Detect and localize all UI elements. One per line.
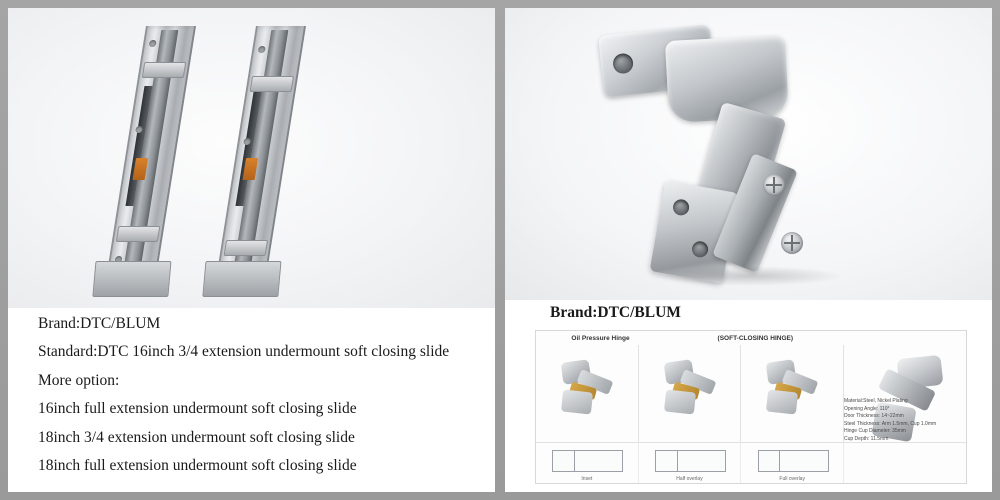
rail-clip <box>142 62 187 78</box>
rail-clip <box>224 240 269 256</box>
technical-drawing-row <box>536 442 966 483</box>
mini-hinge-icon <box>761 359 823 417</box>
spec-material: Material:Steel, Nickel Plating <box>844 398 908 404</box>
adjustment-screw <box>781 232 803 254</box>
tech-cell-full-overlay <box>741 443 844 483</box>
spec-steel-thickness: Steel Thickness: Arm 1.5mm, Cup 1.0mm <box>844 420 937 427</box>
tech-label-full-overlay: Full overlay <box>779 476 805 482</box>
base-screw-hole <box>691 240 710 259</box>
rail-mounting-foot <box>92 261 171 297</box>
diagram-title-row <box>536 335 966 342</box>
tech-cell-inset <box>536 443 639 483</box>
tech-label-half-overlay: Half overlay <box>676 476 703 482</box>
option-line-1: 16inch full extension undermount soft closing slide <box>38 400 357 418</box>
hinge-spec-diagram <box>535 330 967 484</box>
tech-label-inset: Inset <box>581 476 593 482</box>
tech-cell-blank <box>844 443 966 483</box>
mini-hinge-icon <box>556 359 618 417</box>
plate-screw-hole <box>612 53 634 75</box>
right-brand-line: Brand:DTC/BLUM <box>550 304 681 321</box>
right-product-panel <box>505 8 992 492</box>
more-option-label: More option: <box>38 371 120 389</box>
adjustment-screw <box>763 174 785 196</box>
rail-clip <box>116 226 161 242</box>
spec-cup-depth: Cup Depth: 11.5mm <box>844 435 889 442</box>
left-description-block <box>38 314 483 484</box>
hinge-spec-text <box>844 398 960 443</box>
rail-mounting-foot <box>202 261 281 297</box>
option-line-3: 18inch full extension undermount soft closing slide <box>38 456 357 474</box>
diagram-title-blank <box>846 335 966 342</box>
drawer-slide-pair-photo <box>8 8 495 308</box>
spec-opening-angle: Opening Angle: 110° <box>844 405 890 412</box>
rail-clip <box>250 76 295 92</box>
spec-door-thickness: Door Thickness: 14~22mm <box>844 413 904 419</box>
diagram-col-full-overlay <box>741 345 844 445</box>
option-line-2: 18inch 3/4 extension undermount soft closing slide <box>38 428 355 446</box>
spec-cup-diameter: Hinge Cup Diameter: 35mm <box>844 428 906 434</box>
diagram-title-soft-closing: (SOFT-CLOSING HINGE) <box>717 335 794 342</box>
tech-cell-half-overlay <box>639 443 742 483</box>
diagram-col-inset <box>536 345 639 445</box>
soft-closing-hinge-photo <box>505 8 992 300</box>
left-product-panel <box>8 8 495 492</box>
photo-shadow <box>655 266 845 286</box>
diagram-col-half-overlay <box>639 345 742 445</box>
mini-hinge-icon <box>659 359 721 417</box>
base-screw-hole <box>672 198 691 217</box>
diagram-title-oil-pressure: Oil Pressure Hinge <box>571 335 630 342</box>
brand-line: Brand:DTC/BLUM <box>38 315 161 332</box>
standard-line: Standard:DTC 16inch 3/4 extension undermount soft closing slide <box>38 343 450 361</box>
